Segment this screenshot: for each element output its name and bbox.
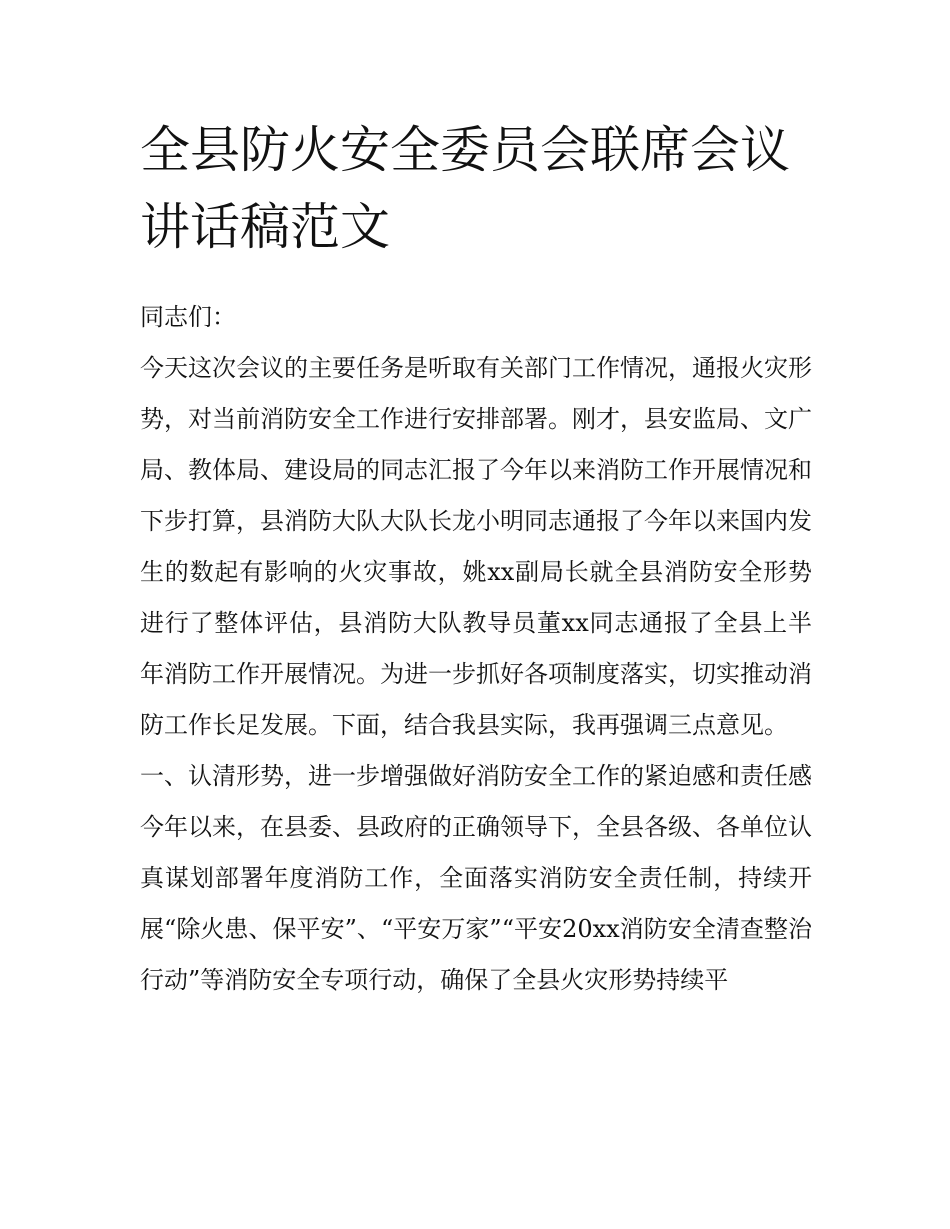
section-heading-1: 一、认清形势，进一步增强做好消防安全工作的紧迫感和责任感 [140,762,812,790]
paragraph-intro: 今天这次会议的主要任务是听取有关部门工作情况，通报火灾形势，对当前消防安全工作进行安排部署。刚才，县安监局、文广局、教体局、建设局的同志汇报了今年以来消防工作开展情况和下步打算，县消防大队大队长龙小明同志通报了今年以来国内发生的数起有影响的火灾事故，姚xx副局长就全县消防安全形势进行了整体评估，县消防大队教导员董xx同志通报了全县上半年消防工作开展情况。为进一步抓好各项制度落实，切实推动消防工作长足发展。下面，结合我县实际，我再强调三点意见。 [140,354,812,739]
paragraph-section-1: 今年以来，在县委、县政府的正确领导下，全县各级、各单位认真谋划部署年度消防工作，全面落实消防安全责任制，持续开展“除火患、保平安”、“平安万家”“平安20xx消防安全清查整治行动”等消防安全专项行动，确保了全县火灾形势持续平 [140,813,812,994]
salutation: 同志们： [140,303,236,331]
document-page [140,112,812,1006]
document-title: 全县防火安全委员会联席会议讲话稿范文 [140,121,790,256]
document-body [140,292,812,1006]
